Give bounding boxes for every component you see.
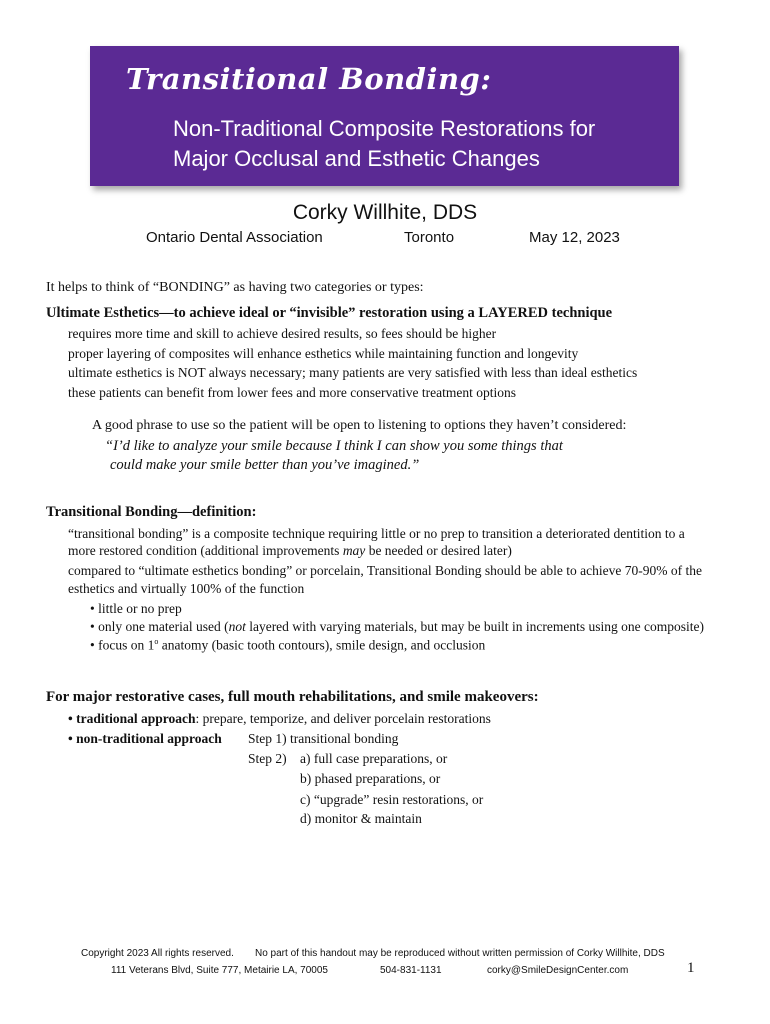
intro-text: It helps to think of “BONDING” as having two categories or types: <box>46 280 424 295</box>
document-title: Transitional Bonding: <box>126 62 492 96</box>
ultimate-line-3: ultimate esthetics is NOT always necessary; many patients are very satisfied with less than ideal esthetics <box>68 365 638 380</box>
step-1: Step 1) transitional bonding <box>248 731 399 746</box>
option-d: d) monitor & maintain <box>300 811 422 826</box>
ultimate-line-2: proper layering of composites will enhance esthetics while maintaining function and longevity <box>68 346 579 361</box>
major-cases-heading: For major restorative cases, full mouth rehabilitations, and smile makeovers: <box>46 689 539 705</box>
non-traditional-approach-label: • non-traditional approach <box>68 731 222 746</box>
phrase-quote-line2: could make your smile better than you’ve imagined.” <box>110 457 420 473</box>
footer-phone: 504-831-1131 <box>380 965 442 976</box>
document-subtitle-line1: Non-Traditional Composite Restorations for <box>173 116 596 141</box>
organization: Ontario Dental Association <box>146 229 323 246</box>
footer-notice: No part of this handout may be reproduced without written permission of Corky Willhite, DDS <box>255 948 665 959</box>
step-2-label: Step 2) <box>248 751 287 766</box>
traditional-approach-text: : prepare, temporize, and deliver porcelain restorations <box>195 711 491 726</box>
option-b: b) phased preparations, or <box>300 771 441 786</box>
city: Toronto <box>404 229 455 246</box>
ultimate-line-1: requires more time and skill to achieve desired results, so fees should be higher <box>68 326 497 341</box>
transitional-bonding-heading: Transitional Bonding—definition: <box>46 504 257 520</box>
bullet-one-material <box>90 619 704 635</box>
comparison-line-1: compared to “ultimate esthetics bonding” or porcelain, Transitional Bonding should be able to achieve 70-90% of the <box>68 563 702 578</box>
phrase-quote-line1: “I’d like to analyze your smile because I think I can show you some things that <box>105 438 563 454</box>
footer-email: corky@SmileDesignCenter.com <box>487 965 629 976</box>
bullet-focus-anatomy <box>90 637 485 654</box>
document-subtitle-line2: Major Occlusal and Esthetic Changes <box>173 146 540 171</box>
definition-line-1: “transitional bonding” is a composite technique requiring little or no prep to transition a deteriorated dentition to a <box>68 526 685 541</box>
author-name: Corky Willhite, DDS <box>292 201 478 224</box>
option-c: c) “upgrade” resin restorations, or <box>300 792 484 807</box>
bullet-little-prep: • little or no prep <box>90 601 182 616</box>
footer-copyright: Copyright 2023 All rights reserved. <box>81 948 234 959</box>
ultimate-line-4: these patients can benefit from lower fees and more conservative treatment options <box>68 385 516 400</box>
date: May 12, 2023 <box>529 229 620 246</box>
bullet-focus-a: • focus on 1 <box>90 637 155 653</box>
traditional-approach-label: • traditional approach <box>68 711 196 726</box>
ultimate-esthetics-heading: Ultimate Esthetics—to achieve ideal or “invisible” restoration using a LAYERED technique <box>46 305 613 321</box>
definition-line-2a: more restored condition (additional improvements <box>68 543 343 558</box>
option-a: a) full case preparations, or <box>300 751 448 766</box>
comparison-line-2: esthetics and virtually 100% of the function <box>68 581 305 596</box>
definition-line-2c: be needed or desired later) <box>365 543 512 558</box>
footer-address: 111 Veterans Blvd, Suite 777, Metairie LA, 70005 <box>111 965 328 976</box>
superscript-o: o <box>154 637 159 646</box>
bullet-one-material-c: layered with varying materials, but may be built in increments using one composite) <box>245 619 704 634</box>
definition-emphasis-may: may <box>342 543 366 558</box>
definition-line-2 <box>68 543 512 559</box>
traditional-approach-line <box>68 711 491 727</box>
bullet-emphasis-not: not <box>228 619 246 634</box>
bullet-one-material-a: • only one material used ( <box>90 619 229 634</box>
bullet-focus-b: anatomy (basic tooth contours), smile design, and occlusion <box>158 637 486 653</box>
phrase-lead: A good phrase to use so the patient will be open to listening to options they haven’t considered: <box>92 418 627 433</box>
page-number: 1 <box>687 960 695 976</box>
